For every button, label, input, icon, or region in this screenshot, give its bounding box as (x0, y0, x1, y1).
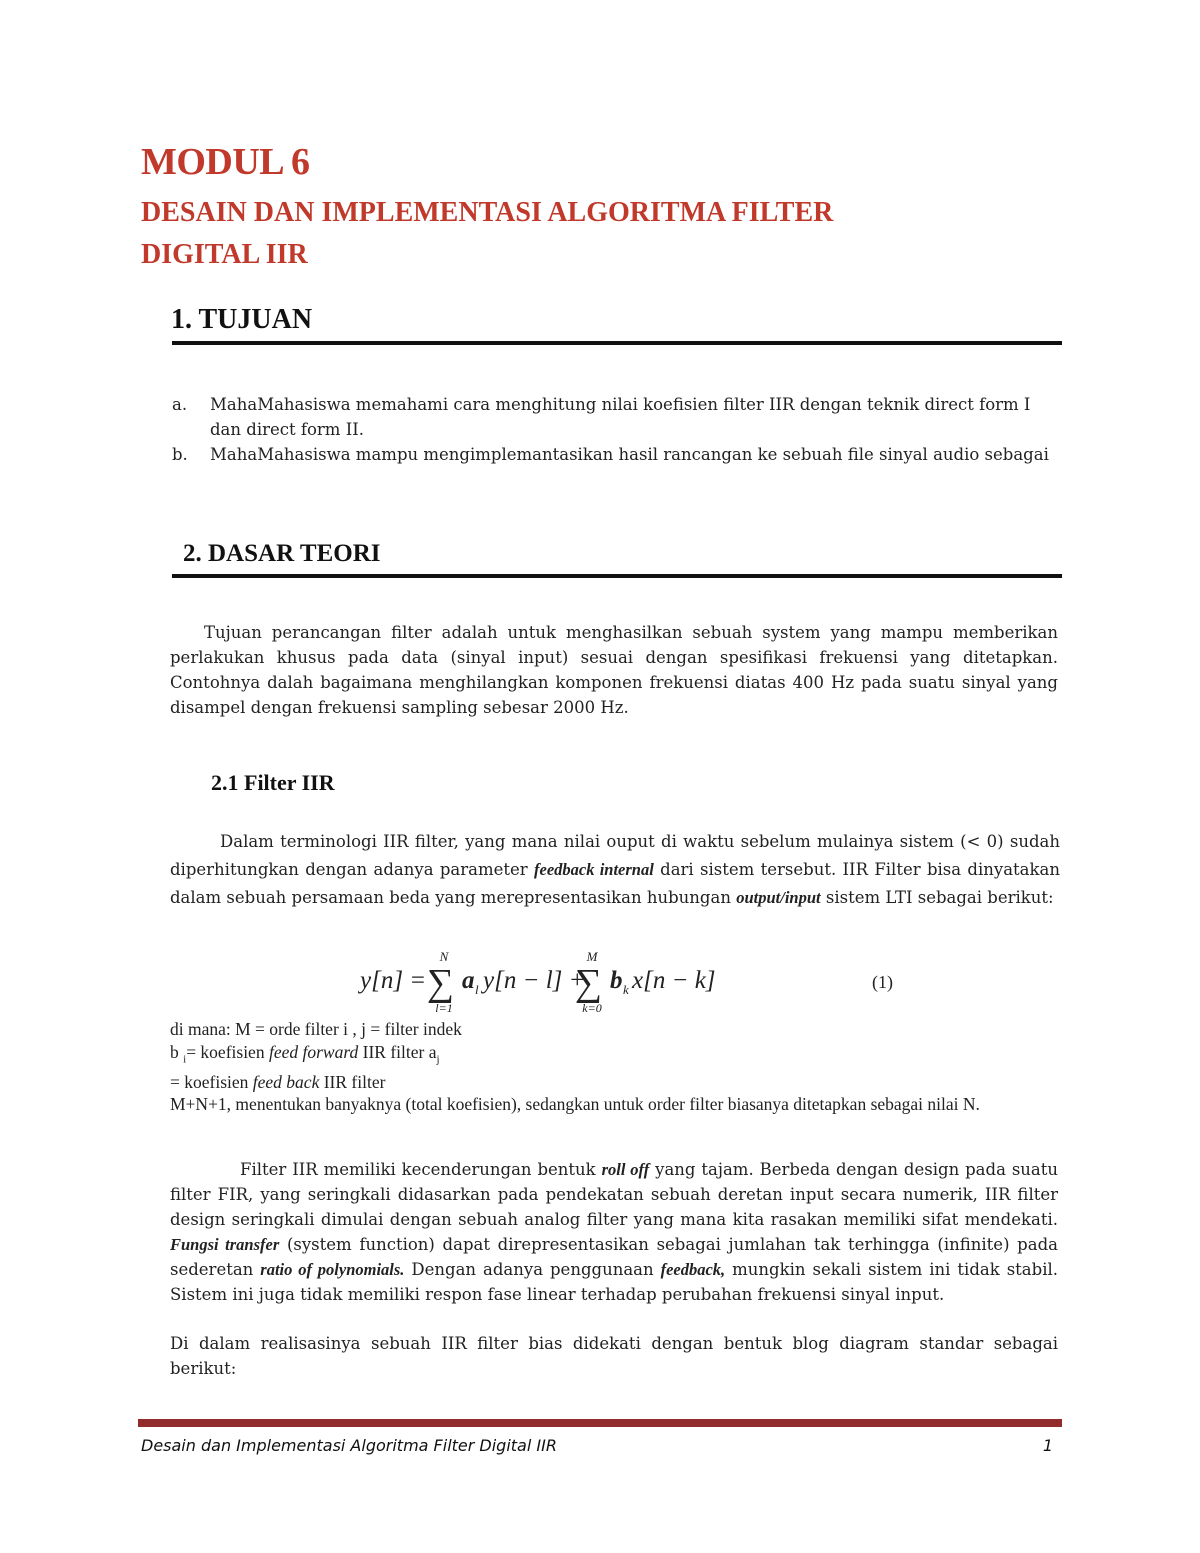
emphasis-feedback: feedback, (660, 1260, 726, 1279)
eq-sum1-upper: N (439, 949, 449, 964)
list-marker: b. (172, 445, 188, 464)
section-divider (172, 341, 1062, 345)
emphasis-feed-forward: feed forward (268, 1041, 359, 1062)
sigma-2-icon: ∑ (575, 962, 603, 1004)
module-number: MODUL 6 (141, 141, 310, 183)
eq-term2: b (610, 967, 623, 994)
subsection-heading-filter-iir: 2.1 Filter IIR (211, 770, 335, 795)
objectives-list (172, 392, 1062, 467)
eq-term1-sub: l (475, 982, 479, 997)
page-footer (141, 1436, 1061, 1455)
footer-title: Desain dan Implementasi Algoritma Filter Digital IIR (141, 1436, 557, 1455)
text-run: mungkin sekali sistem ini tidak stabil. Sistem ini juga tidak memiliki respon fase linear terhadap perubahan frekuensi sinyal input. (170, 1260, 1058, 1304)
emphasis-roll-off: roll off (601, 1160, 650, 1179)
list-item (172, 442, 1062, 467)
eq-sum2-upper: M (586, 949, 598, 964)
title-line-2: DIGITAL IIR (141, 239, 308, 270)
eq-term1: a (462, 967, 475, 994)
list-marker: a. (172, 395, 188, 414)
eq-sum1-lower: l=1 (435, 1001, 453, 1015)
text-run: IIR filter (319, 1071, 386, 1092)
emphasis-fungsi-transfer: Fungsi transfer (170, 1235, 280, 1254)
definition-line (170, 1071, 1000, 1094)
text-run: IIR filter a (358, 1041, 437, 1062)
subscript: j (436, 1053, 440, 1065)
sigma-1-icon: ∑ (427, 962, 455, 1004)
text-run: = koefisien (170, 1071, 253, 1092)
iir-paragraph-2 (170, 1157, 1058, 1307)
text-run: Dalam terminologi IIR filter, yang mana nilai ouput di waktu sebelum mulainya sistem (< 0) sudah diperhitungkan dengan adanya parameter (170, 832, 1060, 879)
subscript: i (183, 1053, 187, 1065)
iir-paragraph-3: Di dalam realisasinya sebuah IIR filter bias didekati dengan bentuk blog diagram standar sebagai berikut: (170, 1334, 1058, 1378)
intro-paragraph: Tujuan perancangan filter adalah untuk menghasilkan sebuah system yang mampu memberikan perlakukan khusus pada data (sinyal input) sesuai dengan spesifikasi frekuensi yang ditetapkan. Contohnya dalah bagaimana menghilangkan komponen frekuensi diatas 400 Hz pada suatu sinyal yang disampel dengan frekuensi sampling sebesar 2000 Hz. (170, 623, 1058, 717)
definition-line (170, 1041, 1000, 1071)
text-run: dari sistem tersebut. IIR Filter bisa dinyatakan dalam sebuah persamaan beda yang merepresentasikan hubungan (170, 860, 1060, 907)
definition-line: M+N+1, menentukan banyaknya (total koefisien), sedangkan untuk order filter biasanya ditetapkan sebagai nilai N. (170, 1094, 980, 1114)
eq-term2-sub: k (623, 982, 629, 997)
section-heading-tujuan: 1. TUJUAN (171, 304, 313, 335)
variable-definitions (170, 1018, 1000, 1116)
text-run: = koefisien (186, 1041, 269, 1062)
equation-number: (1) (872, 972, 893, 992)
emphasis-ratio-of-polynomials: ratio of polynomials. (260, 1260, 405, 1279)
section-divider (172, 574, 1062, 578)
eq-lhs: y[n] = (360, 967, 427, 994)
text-run: Dengan adanya penggunaan (404, 1260, 661, 1279)
section-heading-dasar-teori: 2. DASAR TEORI (183, 540, 381, 567)
title-line-1: DESAIN DAN IMPLEMENTASI ALGORITMA FILTER (141, 197, 834, 228)
difference-equation (356, 940, 1076, 1022)
emphasis-output-input: output/input (736, 888, 821, 907)
text-run: Filter IIR memiliki kecenderungan bentuk (240, 1160, 602, 1179)
page-number: 1 (1042, 1436, 1053, 1455)
footer-bar (138, 1419, 1062, 1427)
eq-term1-rest: y[n − l] + (483, 967, 586, 994)
eq-term2-rest: x[n − k] (632, 967, 716, 994)
emphasis-feed-back: feed back (252, 1071, 320, 1092)
text-run: sistem LTI sebagai berikut: (820, 888, 1054, 907)
list-item (172, 392, 1062, 442)
text-run: (system function) dapat direpresentasikan sebagai jumlahan tak terhingga (infinite) pada sederetan (170, 1235, 1058, 1279)
iir-paragraph-1 (170, 828, 1060, 912)
list-item-text: MahaMahasiswa mampu mengimplemantasikan hasil rancangan ke sebuah file sinyal audio sebagai (210, 445, 1049, 464)
definition-line: di mana: M = orde filter i , j = filter indek (170, 1019, 462, 1039)
document-title (141, 192, 1041, 276)
eq-sum2-lower: k=0 (582, 1001, 602, 1015)
text-run: yang tajam. Berbeda dengan design pada suatu filter FIR, yang seringkali didasarkan pada pendekatan sebuah deretan input secara numerik, IIR filter design seringkali dimulai dengan sebuah analog filter yang mana kita rasakan memiliki sifat mendekati. (170, 1160, 1059, 1229)
list-item-text: MahaMahasiswa memahami cara menghitung nilai koefisien filter IIR dengan teknik direct form I dan direct form II. (210, 395, 1031, 439)
text-run: b (170, 1041, 184, 1062)
emphasis-feedback-internal: feedback internal (534, 860, 654, 879)
